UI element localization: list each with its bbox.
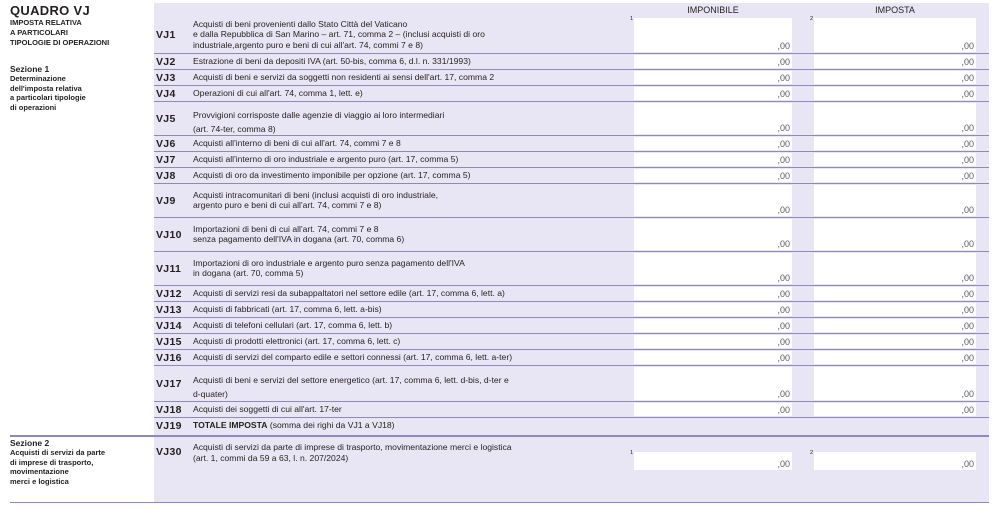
row-code: VJ18 [156, 403, 182, 416]
vj6-imponibile-field[interactable] [634, 137, 792, 150]
vj1-imposta-field[interactable] [814, 18, 976, 52]
amount-decimals: ,00 [961, 405, 974, 415]
amount-decimals: ,00 [777, 273, 790, 283]
section1-desc-line: Determinazione [10, 74, 66, 83]
row-description-line: industriale,argento puro e beni di cui all'art. 74, commi 7 e 8) [193, 39, 423, 50]
row-description [193, 88, 633, 99]
row-description [193, 373, 633, 401]
row-code: VJ11 [156, 262, 182, 275]
vj9-imposta-field[interactable] [814, 185, 976, 216]
amount-decimals: ,00 [961, 139, 974, 149]
vj10-imponibile-field[interactable] [634, 219, 792, 250]
row-code: VJ10 [156, 228, 182, 241]
row-vj8 [154, 168, 989, 184]
vj30-imposta-field[interactable] [814, 452, 976, 470]
amount-decimals: ,00 [777, 205, 790, 215]
row-code: VJ13 [156, 303, 182, 316]
row-vj6 [154, 136, 989, 152]
quadro-subtitle-line: IMPOSTA RELATIVA [10, 18, 82, 27]
row-description-line-wrap [193, 420, 633, 431]
section1-desc-line: di operazioni [10, 102, 57, 112]
quadro-subtitle-line: TIPOLOGIE DI OPERAZIONI [10, 38, 110, 47]
row-description-line: Acquisti all'interno di beni di cui all'art. 74, commi 7 e 8 [193, 138, 401, 148]
row-vj1 [154, 17, 989, 54]
row-description-line: Acquisti di beni e servizi da soggetti non residenti ai sensi dell'art. 17, comma 2 [193, 72, 495, 82]
row-vj14 [154, 318, 989, 334]
amount-decimals: ,00 [777, 171, 790, 181]
vj5-imposta-field[interactable] [814, 103, 976, 134]
row-description-line: Acquisti all'interno di oro industriale e argento puro (art. 17, comma 5) [193, 154, 459, 164]
row-description [193, 352, 633, 363]
row-description [193, 138, 633, 149]
field-number: 2 [810, 450, 814, 456]
vj3-imponibile-field[interactable] [634, 71, 792, 84]
section2-desc-line: movimentazione [10, 467, 69, 476]
row-description-line: Acquisti di servizi resi da subappaltatori nel settore edile (art. 17, comma 6, lett. a) [193, 288, 505, 298]
row-description-line: Acquisti di beni e servizi del settore energetico (art. 17, comma 6, lett. d-bis, d-ter e [193, 374, 509, 385]
row-vj3 [154, 70, 989, 86]
vj11-imponibile-field[interactable] [634, 253, 792, 284]
row-description [193, 72, 633, 83]
row-description [193, 170, 633, 181]
column-header-imposta: IMPOSTA [875, 5, 915, 15]
amount-decimals: ,00 [961, 123, 974, 133]
field-number: 1 [630, 450, 634, 456]
amount-decimals: ,00 [777, 73, 790, 83]
left-column [10, 4, 152, 112]
quadro-subtitle [10, 18, 152, 48]
vj4-imposta-field[interactable] [814, 87, 976, 100]
section1-desc-line: a particolari tipologie [10, 93, 86, 102]
amount-decimals: ,00 [777, 41, 790, 51]
amount-decimals: ,00 [961, 41, 974, 51]
row-vj5 [154, 102, 989, 136]
row-description [193, 420, 633, 431]
row-description-line: Estrazione di beni da depositi IVA (art. 50-bis, comma 6, d.l. n. 331/1993) [193, 56, 471, 66]
row-code: VJ12 [156, 287, 182, 300]
vj6-imposta-field[interactable] [814, 137, 976, 150]
row-description [193, 320, 633, 331]
amount-decimals: ,00 [961, 57, 974, 67]
row-vj17 [154, 366, 989, 402]
row-code: VJ7 [156, 153, 176, 166]
quadro-subtitle-line: A PARTICOLARI [10, 28, 68, 37]
vj12-imponibile-field[interactable] [634, 287, 792, 300]
row-description-line: Acquisti di oro da investimento imponibile per opzione (art. 17, comma 5) [193, 170, 471, 180]
row-description [193, 56, 633, 67]
vj8-imposta-field[interactable] [814, 169, 976, 182]
row-code: VJ8 [156, 169, 176, 182]
row-description-line: argento puro e beni di cui all'art. 74, commi 7 e 8) [193, 200, 382, 210]
section2-desc-line: di imprese di trasporto, [10, 457, 94, 467]
vj13-imponibile-field[interactable] [634, 303, 792, 316]
section1-block [10, 64, 152, 112]
row-description-line: Acquisti di fabbricati (art. 17, comma 6, lett. a-bis) [193, 304, 382, 314]
row-description [193, 304, 633, 315]
vj16-imposta-field[interactable] [814, 351, 976, 364]
row-description [193, 19, 633, 51]
row-vj10 [154, 218, 989, 252]
amount-decimals: ,00 [961, 205, 974, 215]
amount-decimals: ,00 [777, 289, 790, 299]
section2-title: Sezione 2 [10, 438, 50, 448]
row-description-line: d-quater) [193, 388, 228, 399]
vj3-imposta-field[interactable] [814, 71, 976, 84]
row-description [193, 336, 633, 347]
row-code: VJ3 [156, 71, 176, 84]
amount-decimals: ,00 [961, 459, 974, 469]
row-description-line: in dogana (art. 70, comma 5) [193, 268, 304, 278]
section-separator [10, 435, 989, 437]
amount-decimals: ,00 [777, 123, 790, 133]
row-description [193, 404, 633, 415]
row-description-line: (art. 1, commi da 59 a 63, l. n. 207/2024) [193, 452, 349, 463]
vj18-imposta-field[interactable] [814, 403, 976, 416]
amount-decimals: ,00 [777, 353, 790, 363]
quadro-title: QUADRO VJ [10, 3, 90, 18]
vj14-imponibile-field[interactable] [634, 319, 792, 332]
row-description [193, 224, 633, 245]
row-code: VJ6 [156, 137, 176, 150]
amount-decimals: ,00 [777, 321, 790, 331]
amount-decimals: ,00 [777, 57, 790, 67]
amount-decimals: ,00 [961, 171, 974, 181]
row-description-line: (art. 74-ter, comma 8) [193, 123, 276, 134]
row-description [193, 154, 633, 165]
amount-decimals: ,00 [961, 321, 974, 331]
row-vj19 [154, 418, 989, 434]
amount-decimals: ,00 [777, 89, 790, 99]
amount-decimals: ,00 [961, 289, 974, 299]
row-description [193, 442, 633, 463]
section1-desc-line: dell'imposta relativa [10, 83, 82, 93]
row-code: VJ16 [156, 351, 182, 364]
total-label: TOTALE IMPOSTA [193, 420, 268, 430]
row-code: VJ19 [156, 419, 182, 432]
vj15-imponibile-field[interactable] [634, 335, 792, 348]
vj30-imponibile-field[interactable] [634, 452, 792, 470]
row-code: VJ1 [156, 29, 176, 41]
row-vj18 [154, 402, 989, 418]
row-description [193, 108, 633, 136]
section2-block [10, 438, 152, 486]
vj1-imponibile-field[interactable] [634, 18, 792, 52]
vj7-imponibile-field[interactable] [634, 153, 792, 166]
vj16-imponibile-field[interactable] [634, 351, 792, 364]
row-description-line: Provvigioni corrisposte dalle agenzie di viaggio ai loro intermediari [193, 109, 445, 120]
amount-decimals: ,00 [961, 353, 974, 363]
row-description-line: Acquisti intracomunitari di beni (inclusi acquisti di oro industriale, [193, 189, 439, 200]
field-number: 1 [630, 16, 634, 22]
amount-decimals: ,00 [961, 337, 974, 347]
row-description [193, 288, 633, 299]
row-vj11 [154, 252, 989, 286]
vj12-imposta-field[interactable] [814, 287, 976, 300]
row-code: VJ30 [156, 446, 182, 458]
amount-decimals: ,00 [961, 239, 974, 249]
row-description-line: e dalla Repubblica di San Marino – art. 71, comma 2 – (inclusi acquisti di oro [193, 29, 485, 40]
amount-decimals: ,00 [777, 155, 790, 165]
amount-decimals: ,00 [961, 273, 974, 283]
amount-decimals: ,00 [777, 389, 790, 399]
section1-desc [10, 74, 152, 112]
row-vj16 [154, 350, 989, 366]
field-number: 2 [810, 16, 814, 22]
amount-decimals: ,00 [961, 305, 974, 315]
vj4-imponibile-field[interactable] [634, 87, 792, 100]
section2-desc-line: merci e logistica [10, 476, 69, 486]
vj7-imposta-field[interactable] [814, 153, 976, 166]
vj9-imponibile-field[interactable] [634, 185, 792, 216]
row-vj7 [154, 152, 989, 168]
row-description-line: Acquisti di beni provenienti dallo Stato Città del Vaticano [193, 18, 408, 29]
vj2-imponibile-field[interactable] [634, 55, 792, 68]
vj17-imponibile-field[interactable] [634, 367, 792, 400]
amount-decimals: ,00 [777, 405, 790, 415]
vj13-imposta-field[interactable] [814, 303, 976, 316]
section2-desc [10, 448, 152, 486]
row-vj9 [154, 184, 989, 218]
amount-decimals: ,00 [961, 73, 974, 83]
vj8-imponibile-field[interactable] [634, 169, 792, 182]
vj2-imposta-field[interactable] [814, 55, 976, 68]
amount-decimals: ,00 [961, 389, 974, 399]
row-description [193, 258, 633, 279]
row-code: VJ14 [156, 319, 182, 332]
row-code: VJ4 [156, 87, 176, 100]
row-description-line: Operazioni di cui all'art. 74, comma 1, lett. e) [193, 88, 363, 98]
row-description-line: Acquisti di prodotti elettronici (art. 17, comma 6, lett. c) [193, 336, 401, 346]
amount-decimals: ,00 [777, 305, 790, 315]
row-vj12 [154, 286, 989, 302]
row-code: VJ2 [156, 55, 176, 68]
vj15-imposta-field[interactable] [814, 335, 976, 348]
row-code: VJ15 [156, 335, 182, 348]
row-code: VJ17 [156, 377, 182, 390]
section2-desc-line: Acquisti di servizi da parte [10, 448, 106, 457]
amount-decimals: ,00 [777, 139, 790, 149]
vj11-imposta-field[interactable] [814, 253, 976, 284]
section1-title: Sezione 1 [10, 64, 50, 74]
row-code: VJ9 [156, 194, 176, 207]
row-description-line: Importazioni di beni di cui all'art. 74, commi 7 e 8 [193, 223, 379, 234]
row-description-line: Acquisti di servizi da parte di imprese di trasporto, movimentazione merci e logistica [193, 442, 512, 452]
column-header-imponibile: IMPONIBILE [687, 5, 739, 15]
vj14-imposta-field[interactable] [814, 319, 976, 332]
amount-decimals: ,00 [961, 155, 974, 165]
row-description-line: Acquisti di telefoni cellulari (art. 17, comma 6, lett. b) [193, 320, 393, 330]
row-description-line: (somma dei righi da VJ1 a VJ18) [267, 420, 395, 430]
row-description-line: Acquisti di servizi del comparto edile e settori connessi (art. 17, comma 6, lett. a-ter) [193, 352, 513, 362]
vj5-imponibile-field[interactable] [634, 103, 792, 134]
row-vj13 [154, 302, 989, 318]
row-description-line: senza pagamento dell'IVA in dogana (art. 70, comma 6) [193, 234, 405, 244]
bottom-separator [10, 502, 989, 503]
row-description-line: Importazioni di oro industriale e argento puro senza pagamento dell'IVA [193, 257, 465, 268]
amount-decimals: ,00 [777, 239, 790, 249]
row-vj2 [154, 54, 989, 70]
amount-decimals: ,00 [777, 459, 790, 469]
row-description [193, 190, 633, 211]
row-vj4 [154, 86, 989, 102]
amount-decimals: ,00 [961, 89, 974, 99]
amount-decimals: ,00 [777, 337, 790, 347]
vj10-imposta-field[interactable] [814, 219, 976, 250]
vj17-imposta-field[interactable] [814, 367, 976, 400]
row-vj15 [154, 334, 989, 350]
row-vj30 [154, 441, 989, 471]
row-description-line: Acquisti dei soggetti di cui all'art. 17-ter [193, 404, 342, 414]
row-code: VJ5 [156, 112, 176, 125]
vj18-imponibile-field[interactable] [634, 403, 792, 416]
